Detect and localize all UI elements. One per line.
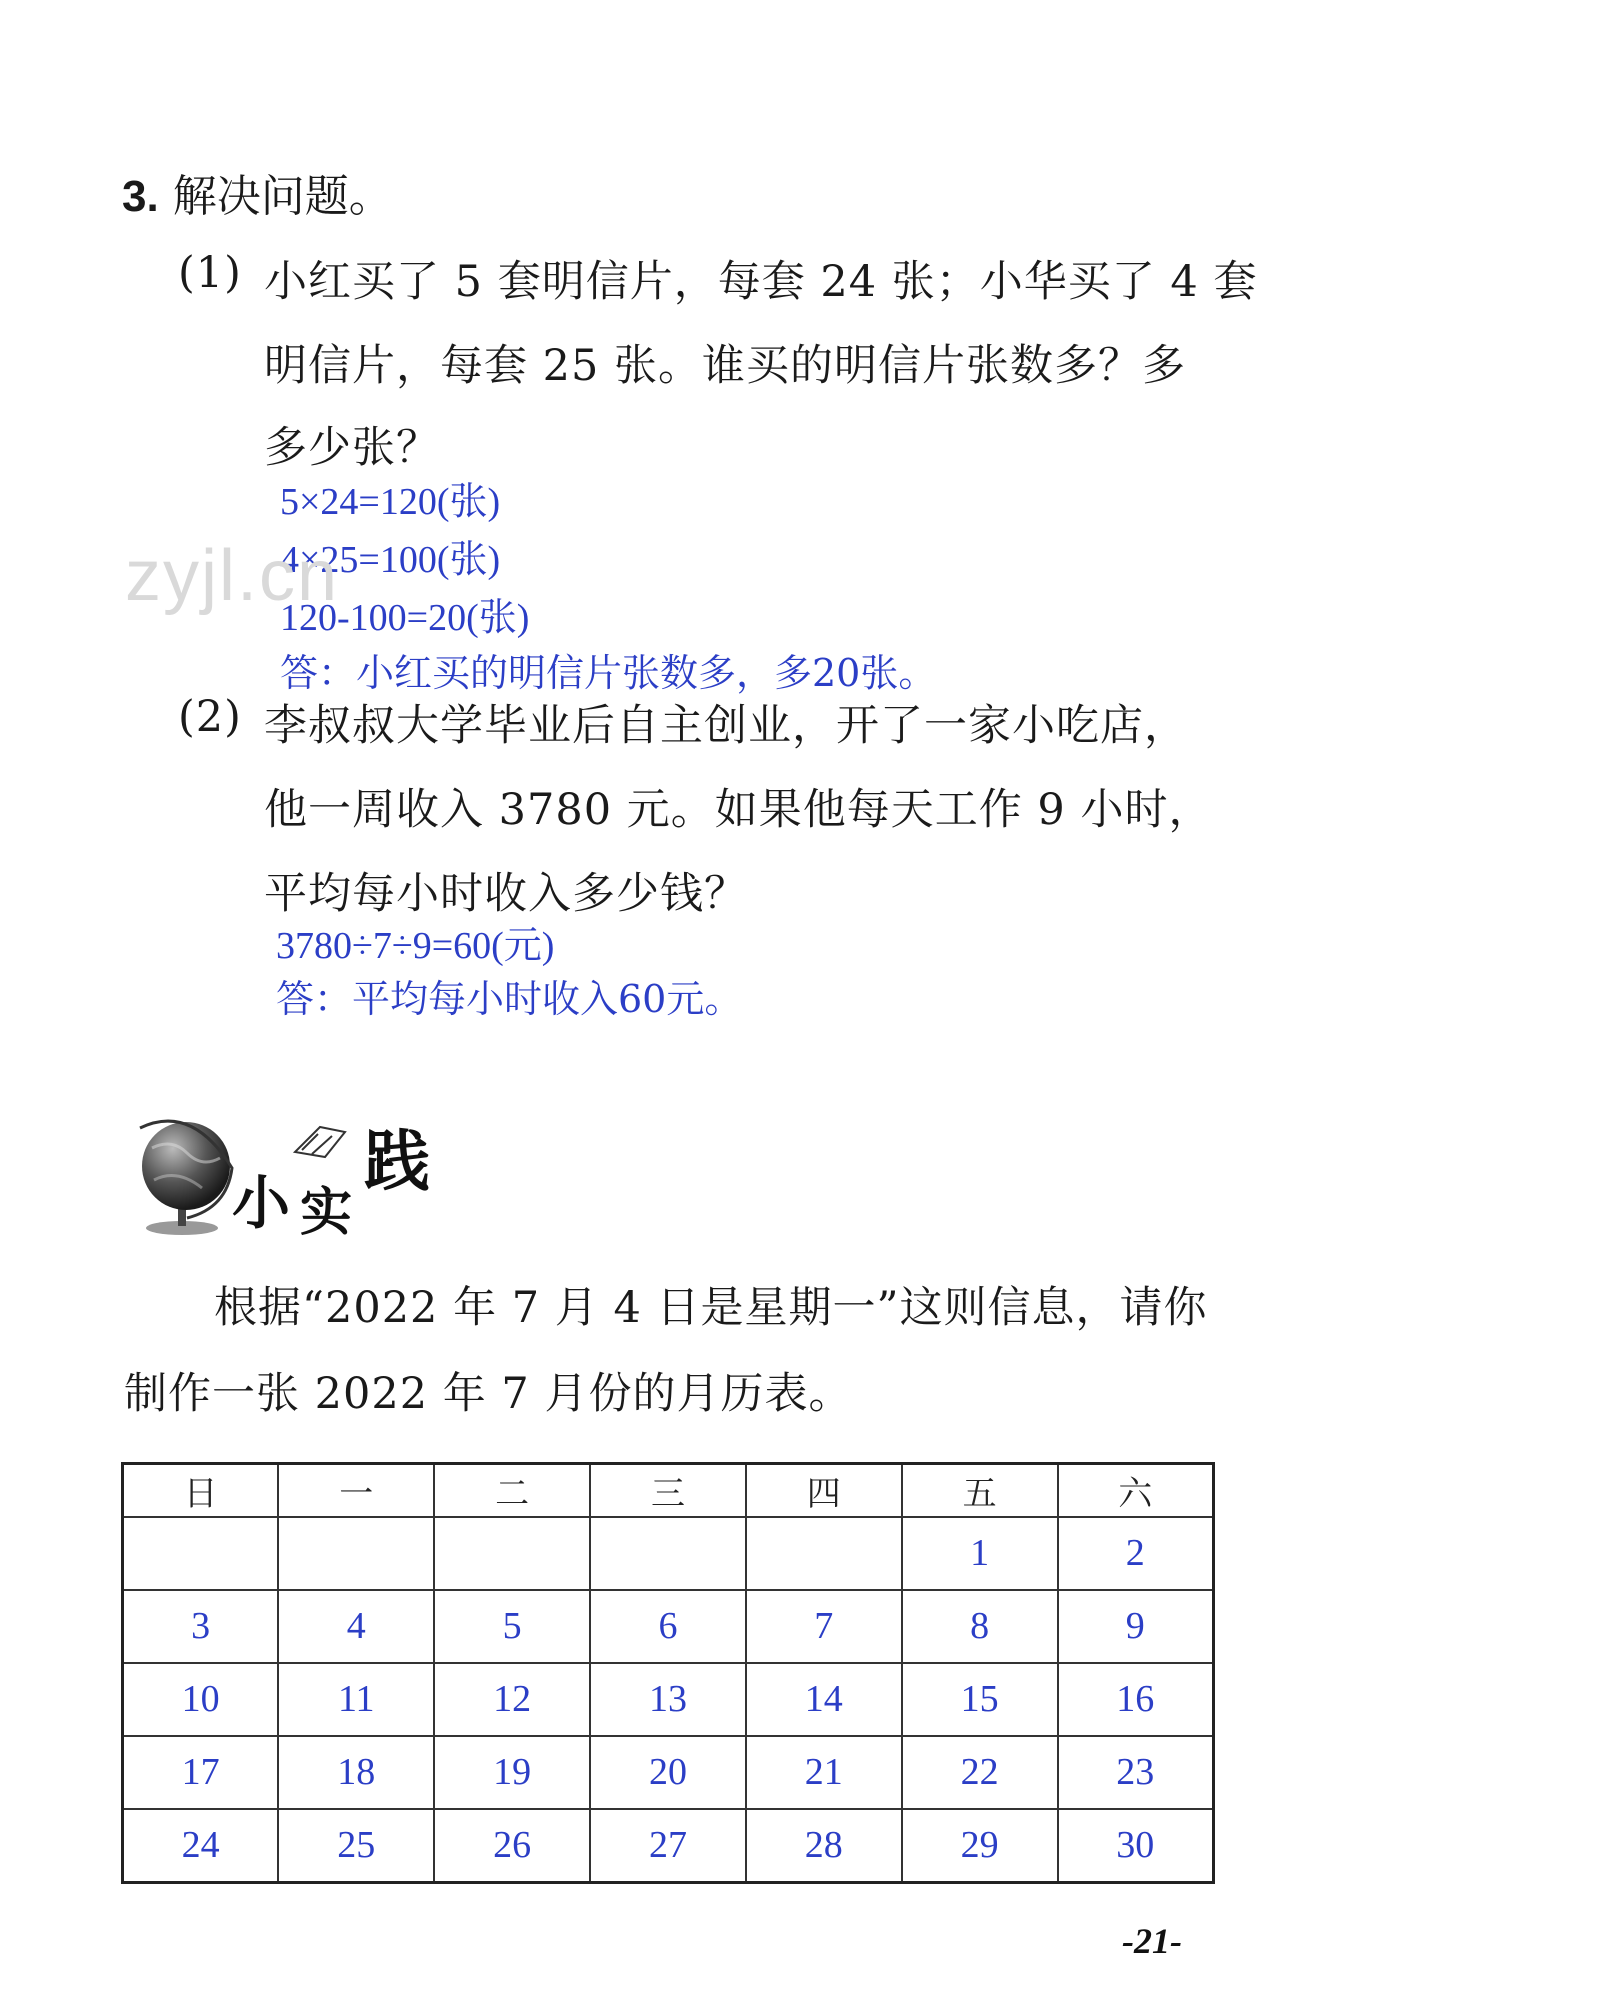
- calendar-cell: 15: [902, 1663, 1058, 1736]
- watermark: zyjl.cn: [125, 536, 340, 616]
- calendar-week-row: [123, 1736, 1214, 1809]
- calendar-week-row: [123, 1663, 1214, 1736]
- calendar-header-fri: 五: [902, 1464, 1058, 1518]
- calendar-cell: 18: [278, 1736, 434, 1809]
- part-2-line-3: 平均每小时收入多少钱？: [264, 869, 748, 919]
- calendar-cell: 8: [902, 1590, 1058, 1663]
- calendar-cell: 11: [278, 1663, 434, 1736]
- calendar-cell: 16: [1058, 1663, 1214, 1736]
- part-1-label: (1): [178, 248, 242, 298]
- calendar-cell: 22: [902, 1736, 1058, 1809]
- page-number: -21-: [1122, 1921, 1182, 1961]
- calendar-cell: 17: [123, 1736, 279, 1809]
- part-1-answer-2: 4×25=100(张): [280, 539, 501, 581]
- calendar-cell: 9: [1058, 1590, 1214, 1663]
- calendar-week-row: [123, 1809, 1214, 1883]
- part-1-answer-3: 120-100=20(张): [280, 597, 530, 639]
- calendar-cell: 21: [746, 1736, 902, 1809]
- part-1-answer-1: 5×24=120(张): [280, 481, 501, 523]
- question-number: 3.: [122, 172, 159, 221]
- question-heading: [122, 160, 393, 224]
- practice-line-1: 根据“2022 年 7 月 4 日是星期一”这则信息，请你: [214, 1283, 1208, 1333]
- calendar-week-row: [123, 1517, 1214, 1590]
- calendar-header-tue: 二: [434, 1464, 590, 1518]
- part-2-line-1: 李叔叔大学毕业后自主创业，开了一家小吃店，: [264, 701, 1188, 751]
- part-1-line-3: 多少张？: [264, 423, 440, 473]
- calendar-cell: 1: [902, 1517, 1058, 1590]
- part-1-line-2: 明信片，每套 25 张。谁买的明信片张数多？多: [264, 341, 1187, 391]
- calendar-cell: 4: [278, 1590, 434, 1663]
- title-char-jian: 践: [364, 1123, 430, 1200]
- part-1-line-1: 小红买了 5 套明信片，每套 24 张；小华买了 4 套: [264, 257, 1258, 307]
- calendar-cell: 3: [123, 1590, 279, 1663]
- part-2-answer-1: 3780÷7÷9=60(元): [276, 925, 555, 967]
- calendar-cell: 5: [434, 1590, 590, 1663]
- calendar-header-thu: 四: [746, 1464, 902, 1518]
- calendar-cell: 29: [902, 1809, 1058, 1883]
- calendar-cell: 24: [123, 1809, 279, 1883]
- section-title-practice: [132, 1108, 462, 1243]
- calendar-cell: [746, 1517, 902, 1590]
- calendar-table: [121, 1462, 1215, 1884]
- calendar-cell: 25: [278, 1809, 434, 1883]
- calendar-cell: [434, 1517, 590, 1590]
- calendar-cell: 19: [434, 1736, 590, 1809]
- calendar-cell: [590, 1517, 746, 1590]
- calendar-cell: 10: [123, 1663, 279, 1736]
- calendar-cell: 27: [590, 1809, 746, 1883]
- part-2-line-2: 他一周收入 3780 元。如果他每天工作 9 小时，: [264, 785, 1213, 835]
- calendar-cell: 12: [434, 1663, 590, 1736]
- calendar-header-wed: 三: [590, 1464, 746, 1518]
- calendar-cell: [278, 1517, 434, 1590]
- part-2-label: (2): [178, 692, 242, 742]
- calendar-cell: 7: [746, 1590, 902, 1663]
- calendar-cell: 26: [434, 1809, 590, 1883]
- calendar-cell: 30: [1058, 1809, 1214, 1883]
- calendar-header-sun: 日: [123, 1464, 279, 1518]
- calendar-cell: 13: [590, 1663, 746, 1736]
- part-2-conclusion: 答：平均每小时收入60元。: [276, 977, 743, 1021]
- calendar-cell: 6: [590, 1590, 746, 1663]
- calendar-cell: 28: [746, 1809, 902, 1883]
- calendar-header-mon: 一: [278, 1464, 434, 1518]
- calendar-cell: 23: [1058, 1736, 1214, 1809]
- calendar-cell: [123, 1517, 279, 1590]
- title-char-shi: 实: [300, 1183, 353, 1243]
- question-title: 解决问题。: [172, 171, 393, 222]
- calendar-week-row: [123, 1590, 1214, 1663]
- calendar-header-row: [123, 1464, 1214, 1518]
- calendar-header-sat: 六: [1058, 1464, 1214, 1518]
- part-1-conclusion: 答：小红买的明信片张数多，多20张。: [280, 651, 937, 695]
- globe-icon: [132, 1108, 242, 1238]
- calendar-cell: 20: [590, 1736, 746, 1809]
- practice-line-2: 制作一张 2022 年 7 月份的月历表。: [124, 1369, 853, 1419]
- sparkle-icon: [290, 1122, 350, 1162]
- title-char-xiao: 小: [232, 1169, 291, 1237]
- calendar-cell: 2: [1058, 1517, 1214, 1590]
- calendar-cell: 14: [746, 1663, 902, 1736]
